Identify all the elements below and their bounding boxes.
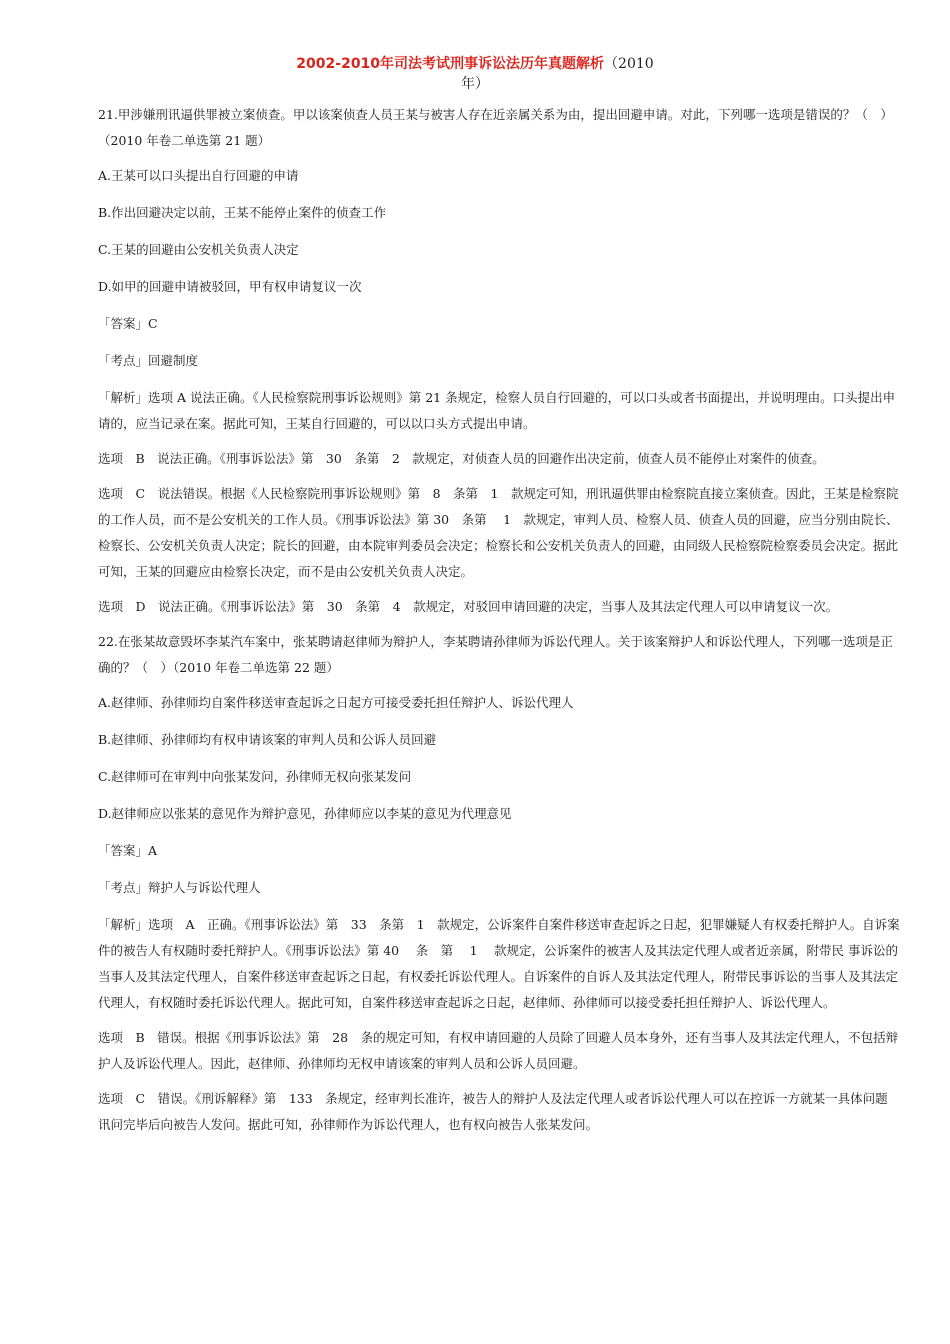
title-main: 2002-2010年司法考试刑事诉讼法历年真题解析: [296, 56, 605, 72]
q22-answer: 「答案」A: [98, 843, 158, 858]
title-year-open: （2010: [604, 56, 654, 72]
q22-option-d: D.赵律师应以张某的意见作为辩护意见，孙律师应以李某的意见为代理意见: [98, 806, 512, 821]
document-body: [70, 102, 900, 1147]
title-year-close: 年）: [461, 76, 489, 92]
q21-point: 「考点」回避制度: [98, 353, 199, 368]
q22-analysis-2: 选项 B 错误。根据《刑事诉讼法》第 28 条的规定可知，有权申请回避的人员除了回避人员本身外，还有当事人及其法定代理人，不包括辩护人及诉讼代理人。因此，赵律师、孙律师均无权申请该案的审判人员和公诉人员回避。: [98, 1030, 899, 1071]
q21-option-d: D.如甲的回避申请被驳回，甲有权申请复议一次: [98, 279, 362, 294]
q21-answer: 「答案」C: [98, 316, 158, 331]
document-title: [0, 54, 950, 94]
q22-option-b: B.赵律师、孙律师均有权申请该案的审判人员和公诉人员回避: [98, 732, 437, 747]
q22-stem: 22.在张某故意毁坏李某汽车案中，张某聘请赵律师为辩护人，李某聘请孙律师为诉讼代理人。关于该案辩护人和诉讼代理人，下列哪一选项是正确的？（ ）（2010 年卷二单选第 22 题）: [98, 634, 893, 675]
q21-option-b: B.作出回避决定以前，王某不能停止案件的侦查工作: [98, 205, 387, 220]
q22-analysis-1: 「解析」选项 A 正确。《刑事诉讼法》第 33 条第 1 款规定，公诉案件自案件移送审查起诉之日起，犯罪嫌疑人有权委托辩护人。自诉案件的被告人有权随时委托辩护人。《刑事诉讼法》第 40 条 第 1 款规定，公诉案件的被害人及其法定代理人或者近亲属，附带民 事诉讼的当事人及其法定代理人，自案件移送审查起诉之日起，有权委托诉讼代理人。自诉案件的自诉人及其法定代理人，附带民事诉讼的当事人及其法定代理人，有权随时委托诉讼代理人。据此可知，自案件移送审查起诉之日起，赵律师、孙律师可以接受委托担任辩护人、诉讼代理人。: [98, 917, 900, 1010]
q22-option-c: C.赵律师可在审判中向张某发问，孙律师无权向张某发问: [98, 769, 412, 784]
q22-point: 「考点」辩护人与诉讼代理人: [98, 880, 261, 895]
q21-analysis-4: 选项 D 说法正确。《刑事诉讼法》第 30 条第 4 款规定，对驳回申请回避的决定，当事人及其法定代理人可以申请复议一次。: [98, 599, 839, 614]
q21-analysis-1: 「解析」选项 A 说法正确。《人民检察院刑事诉讼规则》第 21 条规定，检察人员自行回避的，可以口头或者书面提出，并说明理由。口头提出申请的，应当记录在案。据此可知，王某自行回避的，可以以口头方式提出申请。: [98, 390, 896, 431]
q22-option-a: A.赵律师、孙律师均自案件移送审查起诉之日起方可接受委托担任辩护人、诉讼代理人: [98, 695, 574, 710]
q21-option-a: A.王某可以口头提出自行回避的申请: [98, 168, 299, 183]
q21-analysis-2: 选项 B 说法正确。《刑事诉讼法》第 30 条第 2 款规定，对侦查人员的回避作出决定前，侦查人员不能停止对案件的侦查。: [98, 451, 825, 466]
q21-analysis-3: 选项 C 说法错误。根据《人民检察院刑事诉讼规则》第 8 条第 1 款规定可知，刑讯逼供罪由检察院直接立案侦查。因此，王某是检察院的工作人员，而不是公安机关的工作人员。《刑事诉讼法》第 30 条第 1 款规定，审判人员、检察人员、侦查人员的回避，应当分别由院长、检察长、公安机关负责人决定；院长的回避，由本院审判委员会决定；检察长和公安机关负责人的回避，由同级人民检察院检察委员会决定。据此可知，王某的回避应由检察长决定，而不是由公安机关负责人决定。: [98, 486, 899, 579]
q22-analysis-3: 选项 C 错误。《刑诉解释》第 133 条规定，经审判长准许，被告人的辩护人及法定代理人或者诉讼代理人可以在控诉一方就某一具体问题讯问完毕后向被告人发问。据此可知，孙律师作为诉讼代理人，也有权向被告人张某发问。: [98, 1091, 888, 1132]
q21-stem: 21.甲涉嫌刑讯逼供罪被立案侦查。甲以该案侦查人员王某与被害人存在近亲属关系为由，提出回避申请。对此，下列哪一选项是错误的？（ ）（2010 年卷二单选第 21 题）: [98, 107, 893, 148]
q21-option-c: C.王某的回避由公安机关负责人决定: [98, 242, 299, 257]
